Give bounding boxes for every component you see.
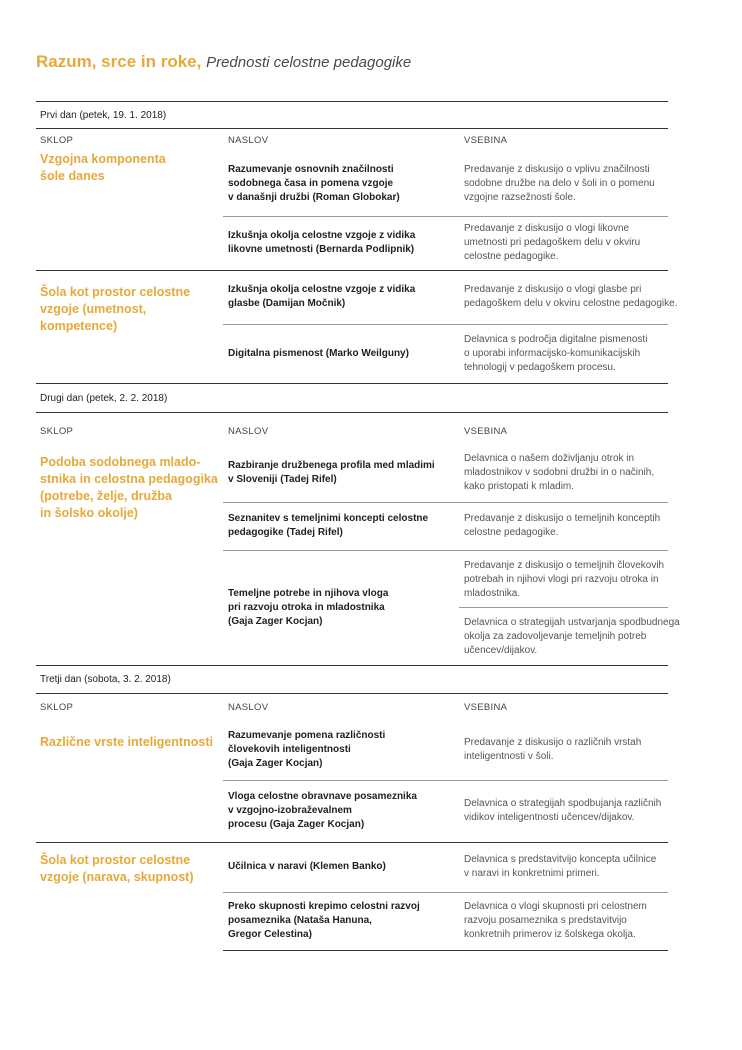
row-divider [459, 607, 668, 608]
session-content: Predavanje z diskusijo o temeljnih človekovih potrebah in njihovi vlogi pri razvoju otroka in mladostnika. [464, 559, 665, 599]
session-content: Delavnica o strategijah ustvarjanja spodbudnega okolja za zadovoljevanje temeljnih potreb učencev/dijakov. [464, 616, 680, 656]
module-title: Vzgojna komponenta šole danes [40, 152, 166, 183]
session-title: Seznanitev s temeljnimi koncepti celostne pedagogike (Tadej Rifel) [228, 512, 429, 538]
page-title [36, 52, 411, 72]
session-content: Predavanje z diskusijo o različnih vrstah inteligentnosti v šoli. [464, 737, 642, 762]
col-header-naslov: NASLOV [228, 426, 269, 437]
session-title: Vloga celostne obravnave posameznika v vzgojno-izobraževalnem procesu (Gaja Zager Kocjan) [228, 791, 417, 830]
col-header-naslov: NASLOV [228, 702, 269, 713]
session-content: Delavnica o našem doživljanju otrok in mladostnikov v sodobni družbi in o načinih, kako pristopati k mladim. [464, 452, 655, 492]
day-label: Drugi dan (petek, 2. 2. 2018) [40, 393, 168, 404]
divider [36, 412, 668, 413]
session-title: Preko skupnosti krepimo celostni razvoj posameznika (Nataša Hanuna, Gregor Celestina) [228, 901, 420, 940]
session-title: Razbiranje družbenega profila med mladimi v Sloveniji (Tadej Rifel) [228, 459, 435, 485]
session-title: Razumevanje pomena različnosti človekovih inteligentnosti (Gaja Zager Kocjan) [228, 730, 386, 769]
divider [36, 665, 668, 666]
session-content: Delavnica o strategijah spodbujanja različnih vidikov inteligentnosti učencev/dijakov. [464, 798, 662, 823]
session-title: Izkušnja okolja celostne vzgoje z vidika likovne umetnosti (Bernarda Podlipnik) [228, 230, 416, 255]
module-title: Šola kot prostor celostne vzgoje (narava, skupnost) [40, 853, 194, 884]
session-title: Učilnica v naravi (Klemen Banko) [228, 861, 386, 872]
session-title: Temeljne potrebe in njihova vloga pri razvoju otroka in mladostnika (Gaja Zager Kocjan) [228, 587, 389, 627]
session-title: Izkušnja okolja celostne vzgoje z vidika glasbe (Damijan Močnik) [228, 284, 416, 309]
title-main: Razum, srce in roke, [36, 52, 202, 71]
session-content: Predavanje z diskusijo o vlogi likovne umetnosti pri pedagoškem delu v okviru celostne pedagogike. [464, 223, 641, 262]
col-header-naslov: NASLOV [228, 135, 269, 146]
session-content: Predavanje z diskusijo o temeljnih konceptih celostne pedagogike. [464, 512, 661, 538]
title-subtitle: Prednosti celostne pedagogike [206, 54, 412, 71]
module-title: Podoba sodobnega mlado- stnika in celostna pedagogika (potrebe, želje, družba in šolsko okolje) [40, 455, 218, 520]
module-title: Različne vrste inteligentnosti [40, 735, 213, 749]
col-header-sklop: SKLOP [40, 135, 74, 146]
session-content: Delavnica o vlogi skupnosti pri celostnem razvoju posameznika s predstavitvijo konkretnih primerov iz šolskega okolja. [464, 901, 647, 940]
col-header-sklop: SKLOP [40, 426, 74, 437]
session-content: Delavnica s področja digitalne pismenosti o uporabi informacijsko-komunikacijskih tehnologij v pedagoškem procesu. [464, 333, 648, 373]
col-header-vsebina: VSEBINA [464, 426, 508, 437]
col-header-vsebina: VSEBINA [464, 135, 508, 146]
divider [36, 128, 668, 129]
col-header-sklop: SKLOP [40, 702, 74, 713]
day-label: Prvi dan (petek, 19. 1. 2018) [40, 110, 167, 121]
session-content: Predavanje z diskusijo o vplivu značilnosti sodobne družbe na delo v šoli in o pomenu vzgojne razsežnosti šole. [464, 164, 655, 203]
col-header-vsebina: VSEBINA [464, 702, 508, 713]
day-label: Tretji dan (sobota, 3. 2. 2018) [40, 674, 171, 685]
session-content: Delavnica s predstavitvijo koncepta učilnice v naravi in konkretnimi primeri. [464, 854, 657, 879]
divider [36, 101, 668, 102]
session-content: Predavanje z diskusijo o vlogi glasbe pri pedagoškem delu v okviru celostne pedagogike. [464, 284, 678, 309]
divider [223, 950, 668, 951]
session-title: Razumevanje osnovnih značilnosti sodobnega časa in pomena vzgoje v današnji družbi (Roman Globokar) [228, 164, 400, 203]
divider [36, 693, 668, 694]
session-title: Digitalna pismenost (Marko Weilguny) [228, 347, 409, 359]
divider [36, 383, 668, 384]
module-title: Šola kot prostor celostne vzgoje (umetnost, kompetence) [40, 285, 191, 333]
